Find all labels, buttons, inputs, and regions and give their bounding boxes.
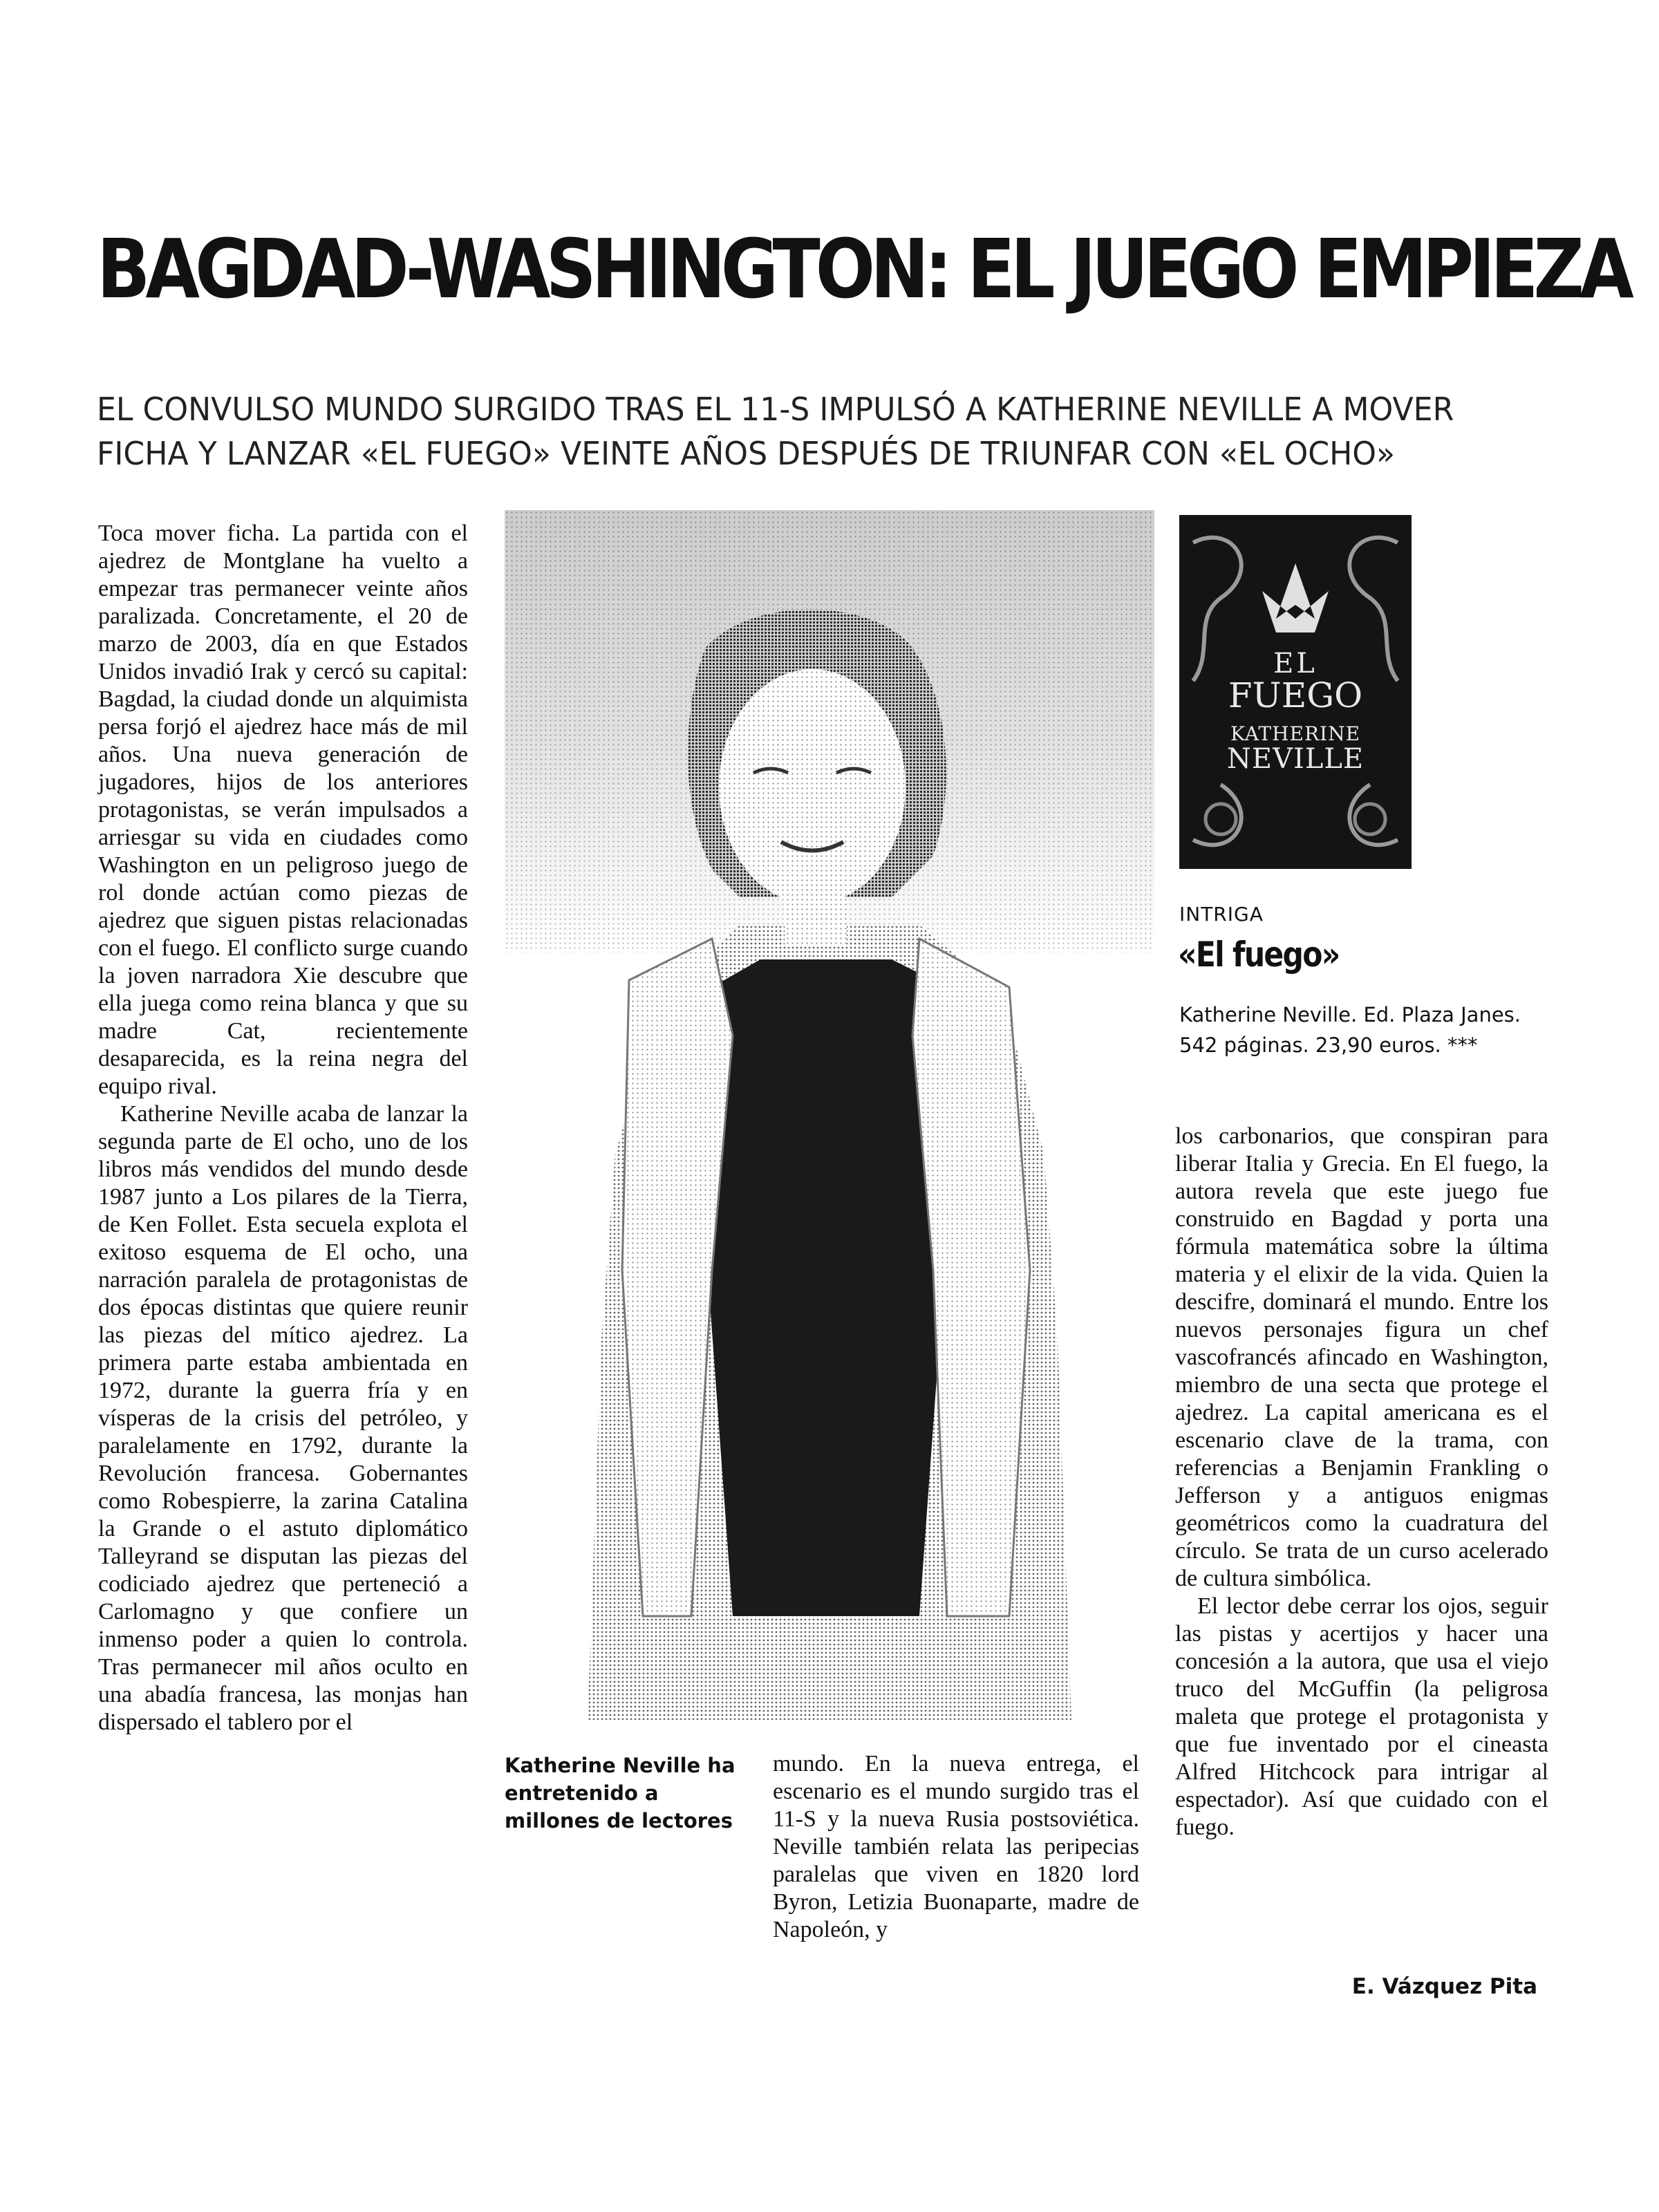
book-title: «El fuego» [1178, 935, 1340, 975]
body-column-1 [98, 520, 468, 1736]
author-face [719, 669, 906, 904]
body-paragraph: mundo. En la nueva entrega, el escenario es el mundo surgido tras el 11-S y la nueva Rusia postsoviética. Neville también relata las peripecias paralelas que viven en 1820 lord Byron, Letizia Buonaparte, madre de Napoleón, y [773, 1751, 1139, 1942]
cover-title-line: EL [1273, 648, 1318, 679]
body-paragraph: Toca mover ficha. La partida con el ajedrez de Montglane ha vuelto a empezar tras permanecer veinte años paralizada. Concretamente, el 20 de marzo de 2003, día en que Estados Unidos invadió Irak y cercó su capital: Bagdad, la ciudad donde un alquimista persa forjó el ajedrez hace más de mil años. Una nueva generación de jugadores, hijos de los anteriores protagonistas, se verán impulsados a arriesgar su vida en ciudades como Washington en un peligroso juego de rol donde actúan como piezas de ajedrez que siguen pistas relacionadas con el fuego. El conflicto surge cuando la joven narradora Xie descubre que ella juega como reina blanca y que su madre Cat, recientemente desaparecida, es la reina negra del equipo rival. [98, 521, 468, 1099]
photo-caption: Katherine Neville ha entretenido a millones de lectores [505, 1754, 735, 1833]
body-column-4 [1175, 1123, 1548, 1841]
author-signature: E. Vázquez Pita [1351, 1974, 1537, 1999]
book-info-line: Katherine Neville. Ed. Plaza Janes. [1179, 1003, 1521, 1027]
book-cover [1179, 515, 1412, 869]
subheadline: EL CONVULSO MUNDO SURGIDO TRAS EL 11-S IMPULSÓ A KATHERINE NEVILLE A MOVER FICHA Y LANZAR «EL FUEGO» VEINTE AÑOS DESPUÉS DE TRIUNFAR CON «EL OCHO» [97, 391, 1454, 472]
body-paragraph: los carbonarios, que conspiran para liberar Italia y Grecia. En El fuego, la autora revela que este juego fue construido en Bagdad y porta una fórmula matemática sobre la última materia y el elixir de la vida. Quien la descifre, dominará el mundo. Entre los nuevos personajes figura un chef vascofrancés afincado en Washington, miembro de una secta que protege el ajedrez. La capital americana es el escenario clave de la trama, con referencias a Benjamin Frankling o Jefferson y a antiguos enigmas geométricos como la cuadratura del círculo. Se trata de un curso acelerado de cultura simbólica. [1175, 1123, 1548, 1591]
author-portrait-image [505, 510, 1154, 1720]
body-paragraph: El lector debe cerrar los ojos, seguir las pistas y acertijos y hacer una concesión a la autora, que usa el viejo truco del McGuffin (la peligrosa maleta que protege el protagonista y que fue inventado por el cineasta Alfred Hitchcock para intrigar al espectador). Así que cuidado con el fuego. [1175, 1593, 1548, 1840]
book-genre: INTRIGA [1179, 903, 1264, 926]
cover-author-line: KATHERINE [1230, 722, 1361, 745]
book-info-line: 542 páginas. 23,90 euros. *** [1179, 1033, 1478, 1057]
cover-author-line: NEVILLE [1226, 743, 1365, 775]
headline: BAGDAD-WASHINGTON: EL JUEGO EMPIEZA [97, 221, 1629, 317]
cover-title-line: FUEGO [1228, 675, 1363, 715]
body-paragraph: Katherine Neville acaba de lanzar la segunda parte de El ocho, uno de los libros más vendidos del mundo desde 1987 junto a Los pilares de la Tierra, de Ken Follet. Esta secuela explota el exitoso esquema de El ocho, una narración paralela de protagonistas de dos épocas distintas que quiere reunir las piezas del mítico ajedrez. La primera parte estaba ambientada en 1972, durante la guerra fría y en vísperas de la crisis del petróleo, y paralelamente en 1792, durante la Revolución francesa. Gobernantes como Robespierre, la zarina Catalina la Grande o el astuto diplomático Talleyrand se disputan las piezas del codiciado ajedrez que perteneció a Carlomagno y que confiere un inmenso poder a quien lo controla. Tras permanecer mil años oculto en una abadía francesa, las monjas han dispersado el tablero por el [98, 1101, 468, 1735]
book-info [1179, 1000, 1566, 1060]
body-column-3 [773, 1750, 1139, 1944]
author-photo [505, 510, 1154, 1720]
